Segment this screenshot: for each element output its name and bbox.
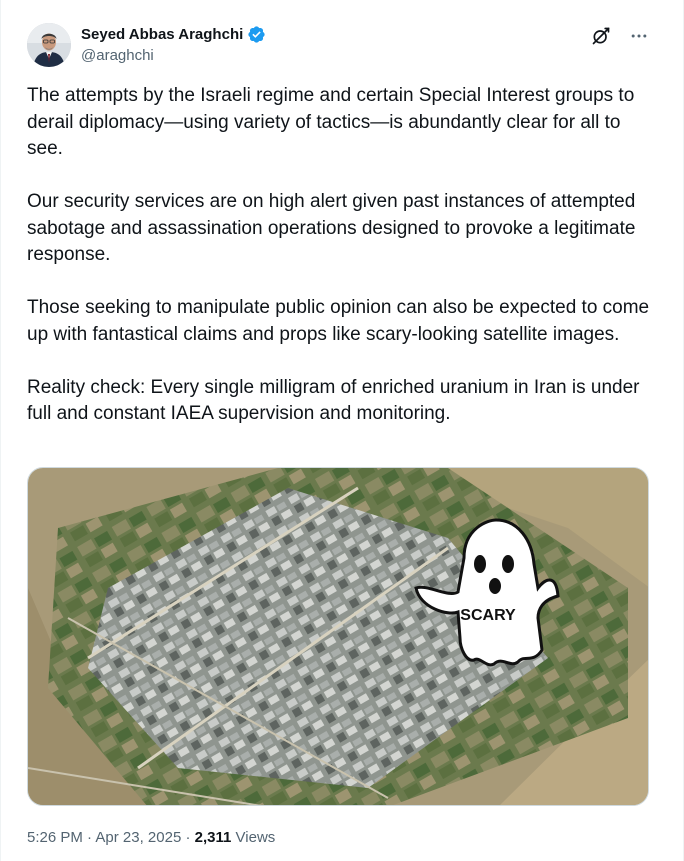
- more-icon[interactable]: [627, 24, 651, 48]
- tweet-image[interactable]: [27, 467, 649, 806]
- meta-separator: ·: [87, 829, 96, 846]
- tweet-date[interactable]: Apr 23, 2025: [95, 829, 182, 846]
- tweet-paragraph: Reality check: Every single milligram of enriched uranium in Iran is under full and constant IAEA supervision and monitoring.: [27, 376, 640, 424]
- views-label: Views: [235, 829, 276, 846]
- grok-icon[interactable]: [589, 24, 613, 48]
- verified-badge-icon[interactable]: [247, 25, 266, 44]
- tweet-text: [27, 83, 655, 428]
- tweet-paragraph: Our security services are on high alert given past instances of attempted sabotage and assassination operations designed to provoke a legitimate response.: [27, 191, 636, 265]
- author-name[interactable]: Seyed Abbas Araghchi: [81, 26, 244, 43]
- author-handle[interactable]: @araghchi: [81, 47, 154, 64]
- author-name-row[interactable]: [81, 25, 266, 44]
- tweet-paragraph: The attempts by the Israeli regime and certain Special Interest groups to derail diplomacy—using variety of tactics—is abundantly clear for all to see.: [27, 85, 635, 159]
- tweet-paragraph: Those seeking to manipulate public opinion can also be expected to come up with fantastical claims and props like scary-looking satellite images.: [27, 297, 650, 345]
- meta-separator: ·: [185, 829, 195, 846]
- tweet-time[interactable]: 5:26 PM: [27, 829, 83, 846]
- avatar[interactable]: [27, 23, 71, 67]
- views-count: 2,311: [194, 829, 232, 846]
- tweet-actions-top: [589, 24, 651, 48]
- ghost-label: SCARY: [460, 607, 516, 624]
- tweet-meta: [27, 829, 275, 846]
